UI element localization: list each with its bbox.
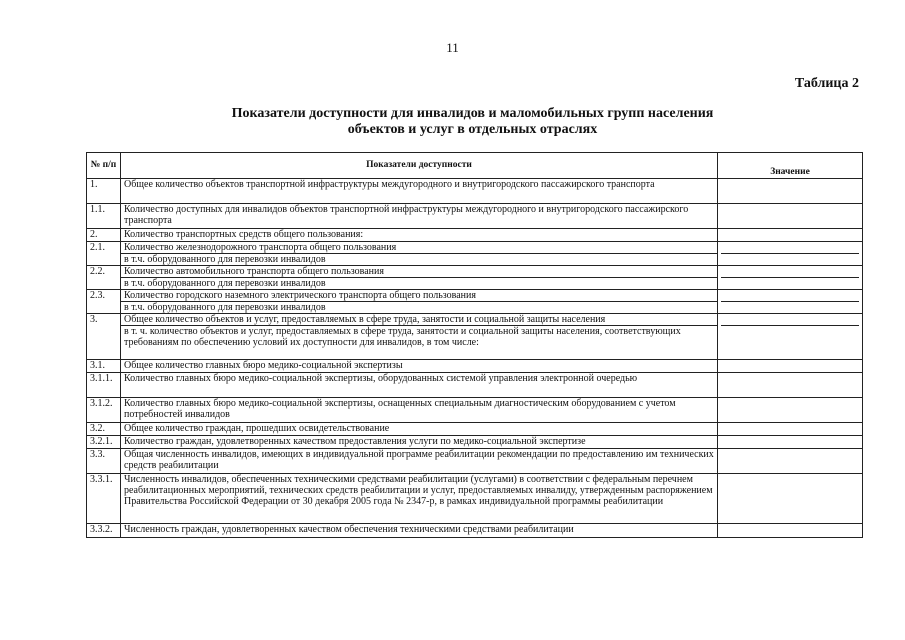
header-name: Показатели доступности: [121, 153, 718, 179]
table-row: [87, 398, 863, 423]
row-indicator: [121, 266, 718, 290]
row-value[interactable]: [718, 449, 863, 474]
row-value[interactable]: [718, 436, 863, 449]
row-indicator: Количество транспортных средств общего пользования:: [121, 229, 718, 242]
row-indicator: Численность инвалидов, обеспеченных техническими средствами реабилитации (услугами) в соответствии с федеральным перечнем реабилитационных мероприятий, технических средств реабилитации и услуг, предоставляемых инвалиду, утвержденным распоряжением Правительства Российской Федерации от 30 декабря 2005 года № 2347-р, в рамках индивидуальной программы реабилитации: [121, 474, 718, 524]
row-indicator: Количество главных бюро медико-социальной экспертизы, оснащенных специальным диагностическим оборудованием с учетом потребностей инвалидов: [121, 398, 718, 423]
row-value[interactable]: [718, 524, 863, 538]
row-number: 1.: [87, 179, 121, 204]
row-value[interactable]: [718, 373, 863, 398]
row-value[interactable]: [718, 242, 863, 266]
row-indicator: [121, 290, 718, 314]
row-value[interactable]: [718, 314, 863, 360]
row-number: 2.3.: [87, 290, 121, 314]
table-row: [87, 204, 863, 229]
row-indicator: Общая численность инвалидов, имеющих в индивидуальной программе реабилитации рекомендации по предоставлению им технических средств реабилитации: [121, 449, 718, 474]
row-number: 3.2.: [87, 423, 121, 436]
header-num: № п/п: [87, 153, 121, 179]
page-number: 11: [446, 40, 459, 55]
row-value[interactable]: [718, 204, 863, 229]
table-row: [87, 229, 863, 242]
row-number: 3.1.1.: [87, 373, 121, 398]
row-number: 2.: [87, 229, 121, 242]
row-number: 3.3.2.: [87, 524, 121, 538]
table-row: [87, 314, 863, 360]
row-value[interactable]: [718, 179, 863, 204]
table-label: Таблица 2: [794, 76, 859, 91]
row-number: 2.2.: [87, 266, 121, 290]
indicator-subline: в т. ч. количество объектов и услуг, предоставляемых в сфере труда, занятости и социальной защиты населения, соответствующих требованиям по обеспечению условий их доступности для инвалидов, в том числе:: [121, 325, 717, 348]
document-title-line-1: Показатели доступности для инвалидов и маломобильных групп населения: [231, 106, 714, 121]
row-number: 3.2.1.: [87, 436, 121, 449]
row-indicator: Общее количество объектов транспортной инфраструктуры междугородного и внутригородского пассажирского транспорта: [121, 179, 718, 204]
indicators-table: [86, 152, 863, 538]
table-row: [87, 360, 863, 373]
row-indicator: [121, 314, 718, 360]
row-number: 3.3.: [87, 449, 121, 474]
row-number: 3.1.: [87, 360, 121, 373]
table-row: [87, 373, 863, 398]
row-indicator: Численность граждан, удовлетворенных качеством обеспечения техническими средствами реабилитации: [121, 524, 718, 538]
table-header-row: [87, 153, 863, 179]
row-indicator: Количество доступных для инвалидов объектов транспортной инфраструктуры междугородного и внутригородского пассажирского транспорта: [121, 204, 718, 229]
row-value[interactable]: [718, 474, 863, 524]
row-value[interactable]: [718, 423, 863, 436]
indicator-line: Общее количество объектов и услуг, предоставляемых в сфере труда, занятости и социальной защиты населения: [124, 314, 606, 325]
indicator-line: Количество автомобильного транспорта общего пользования: [124, 266, 384, 277]
row-value[interactable]: [718, 360, 863, 373]
row-value[interactable]: [718, 290, 863, 314]
document-title-line-2: объектов и услуг в отдельных отраслях: [347, 122, 598, 137]
row-number: 1.1.: [87, 204, 121, 229]
table-row: [87, 449, 863, 474]
table-row: [87, 474, 863, 524]
row-value[interactable]: [718, 229, 863, 242]
row-value[interactable]: [718, 398, 863, 423]
table-row: [87, 266, 863, 290]
indicator-line: Количество железнодорожного транспорта общего пользования: [124, 242, 397, 253]
table-row: [87, 524, 863, 538]
indicator-subline: в т.ч. оборудованного для перевозки инвалидов: [121, 253, 717, 265]
indicator-subline: в т.ч. оборудованного для перевозки инвалидов: [121, 301, 717, 313]
row-indicator: [121, 242, 718, 266]
row-indicator: Общее количество граждан, прошедших освидетельствование: [121, 423, 718, 436]
indicator-subline: в т.ч. оборудованного для перевозки инвалидов: [121, 277, 717, 289]
row-indicator: Общее количество главных бюро медико-социальной экспертизы: [121, 360, 718, 373]
table-row: [87, 242, 863, 266]
header-value: Значение: [718, 153, 863, 179]
row-number: 3.1.2.: [87, 398, 121, 423]
row-number: 2.1.: [87, 242, 121, 266]
table-row: [87, 436, 863, 449]
row-value[interactable]: [718, 266, 863, 290]
row-number: 3.3.1.: [87, 474, 121, 524]
row-indicator: Количество граждан, удовлетворенных качеством предоставления услуги по медико-социальной экспертизе: [121, 436, 718, 449]
row-number: 3.: [87, 314, 121, 360]
row-indicator: Количество главных бюро медико-социальной экспертизы, оборудованных системой управления электронной очередью: [121, 373, 718, 398]
document-title: [200, 106, 745, 138]
table-row: [87, 423, 863, 436]
indicator-line: Количество городского наземного электрического транспорта общего пользования: [124, 290, 476, 301]
table-row: [87, 290, 863, 314]
table-row: [87, 179, 863, 204]
